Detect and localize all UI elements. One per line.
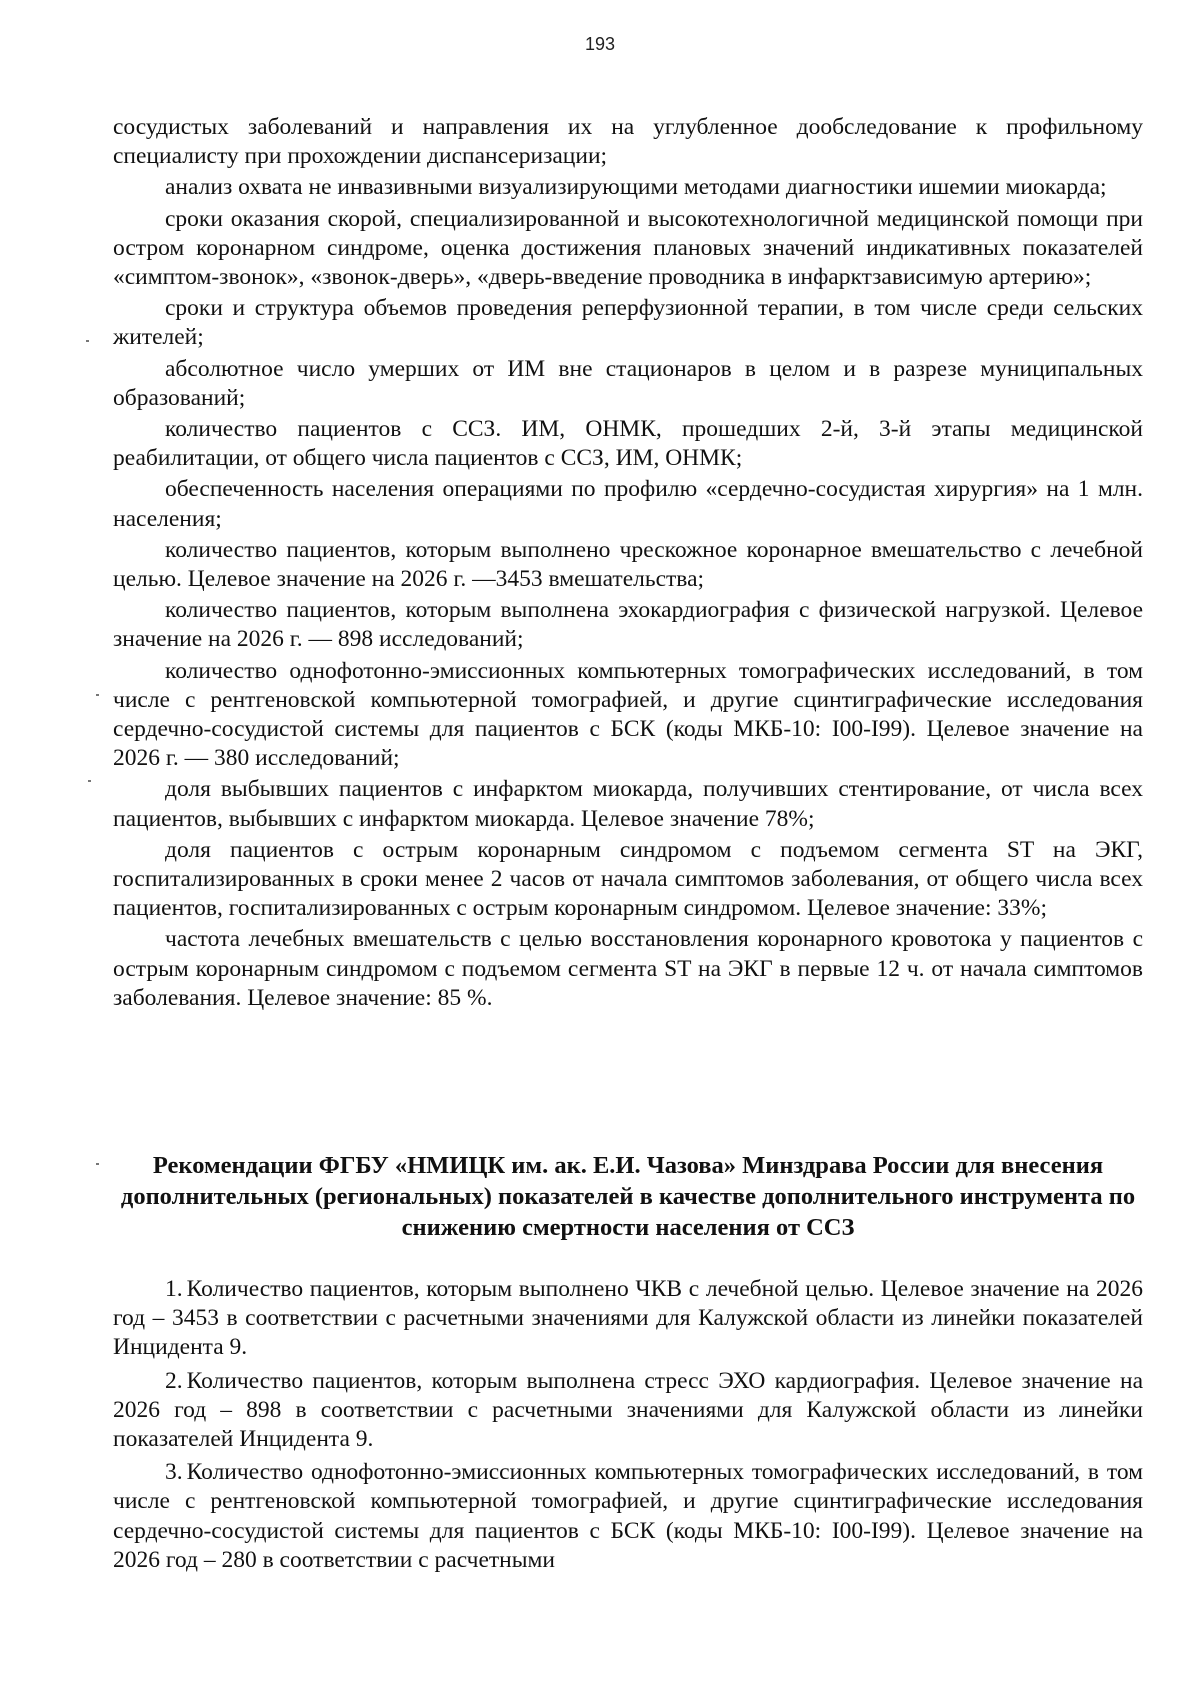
item-number: 1.: [165, 1276, 183, 1302]
item-text: Количество пациентов, которым выполнена стресс ЭХО кардиография. Целевое значение на 2026 год – 898 в соответствии с расчетными значениями для Калужской области из линейки показателей Инцидента 9.: [113, 1367, 1143, 1453]
list-item: абсолютное число умерших от ИМ вне стационаров в целом и в разрезе муниципальных образований;: [113, 355, 1143, 411]
list-item: сроки и структура объемов проведения реперфузионной терапии, в том числе среди сельских жителей;: [113, 295, 1143, 351]
numbered-item: [113, 1367, 1143, 1455]
section-heading: Рекомендации ФГБУ «НМИЦК им. ак. Е.И. Чазова» Минздрава России для внесения дополнительных (региональных) показателей в качестве дополнительного инструмента по снижению смертности населения от ССЗ: [120, 1152, 1136, 1241]
list-item: доля выбывших пациентов с инфарктом миокарда, получивших стентирование, от числа всех пациентов, выбывших с инфарктом миокарда. Целевое значение 78%;: [113, 776, 1143, 832]
numbered-list: [113, 1275, 1143, 1579]
numbered-item: [113, 1275, 1143, 1363]
list-item: количество пациентов, которым выполнено чрескожное коронарное вмешательство с лечебной целью. Целевое значение на 2026 г. —3453 вмешательства;: [113, 536, 1143, 593]
list-item: анализ охвата не инвазивными визуализирующими методами диагностики ишемии миокарда;: [165, 174, 1107, 201]
scan-speck: [88, 780, 91, 782]
page-number: 193: [584, 34, 616, 54]
list-item: доля пациентов с острым коронарным синдромом с подъемом сегмента ST на ЭКГ, госпитализированных в сроки менее 2 часов от начала симптомов заболевания, от общего числа всех пациентов, госпитализированных с острым коронарным синдромом. Целевое значение: 33%;: [113, 836, 1143, 922]
indicator-list: [113, 113, 1143, 1013]
intro-line: сосудистых заболеваний и направления их на углубленное дообследование к профильному специалисту при прохождении диспансеризации;: [113, 114, 1143, 170]
list-item: частота лечебных вмешательств с целью восстановления коронарного кровотока у пациентов с острым коронарным синдромом с подъемом сегмента ST на ЭКГ в первые 12 ч. от начала симптомов заболевания. Целевое значение: 85 %.: [113, 926, 1143, 1011]
scan-speck: [86, 340, 89, 342]
scan-speck: [96, 694, 99, 696]
numbered-item: [113, 1458, 1143, 1575]
list-item: обеспеченность населения операциями по профилю «сердечно-сосудистая хирургия» на 1 млн. населения;: [113, 476, 1143, 532]
item-number: 2.: [165, 1367, 183, 1394]
item-number: 3.: [165, 1459, 183, 1486]
list-item: количество пациентов с ССЗ. ИМ, ОНМК, прошедших 2-й, 3-й этапы медицинской реабилитации, от общего числа пациентов с ССЗ, ИМ, ОНМК;: [113, 416, 1143, 472]
scan-speck: [96, 1163, 99, 1165]
item-text: Количество однофотонно-эмиссионных компьютерных томографических исследований, в том числе с рентгеновской компьютерной томографией, и другие сцинтиграфические исследования сердечно-сосудистой системы для пациентов с БСК (коды МКБ-10: I00-I99). Целевое значение на 2026 год – 280 в соответствии с расчетными: [113, 1459, 1143, 1573]
list-item: количество однофотонно-эмиссионных компьютерных томографических исследований, в том числе с рентгеновской компьютерной томографией, и другие сцинтиграфические исследования сердечно-сосудистой системы для пациентов с БСК (коды МКБ-10: I00-I99). Целевое значение на 2026 г. — 380 исследований;: [113, 657, 1143, 772]
item-text: Количество пациентов, которым выполнено ЧКВ с лечебной целью. Целевое значение на 2026 год – 3453 в соответствии с расчетными значениями для Калужской области из линейки показателей Инцидента 9.: [113, 1276, 1143, 1361]
list-item: сроки оказания скорой, специализированной и высокотехнологичной медицинской помощи при остром коронарном синдроме, оценка достижения плановых значений индикативных показателей «симптом-звонок», «звонок-дверь», «дверь-введение проводника в инфарктзависимую артерию»;: [113, 205, 1143, 291]
list-item: количество пациентов, которым выполнена эхокардиография с физической нагрузкой. Целевое значение на 2026 г. — 898 исследований;: [113, 597, 1143, 653]
